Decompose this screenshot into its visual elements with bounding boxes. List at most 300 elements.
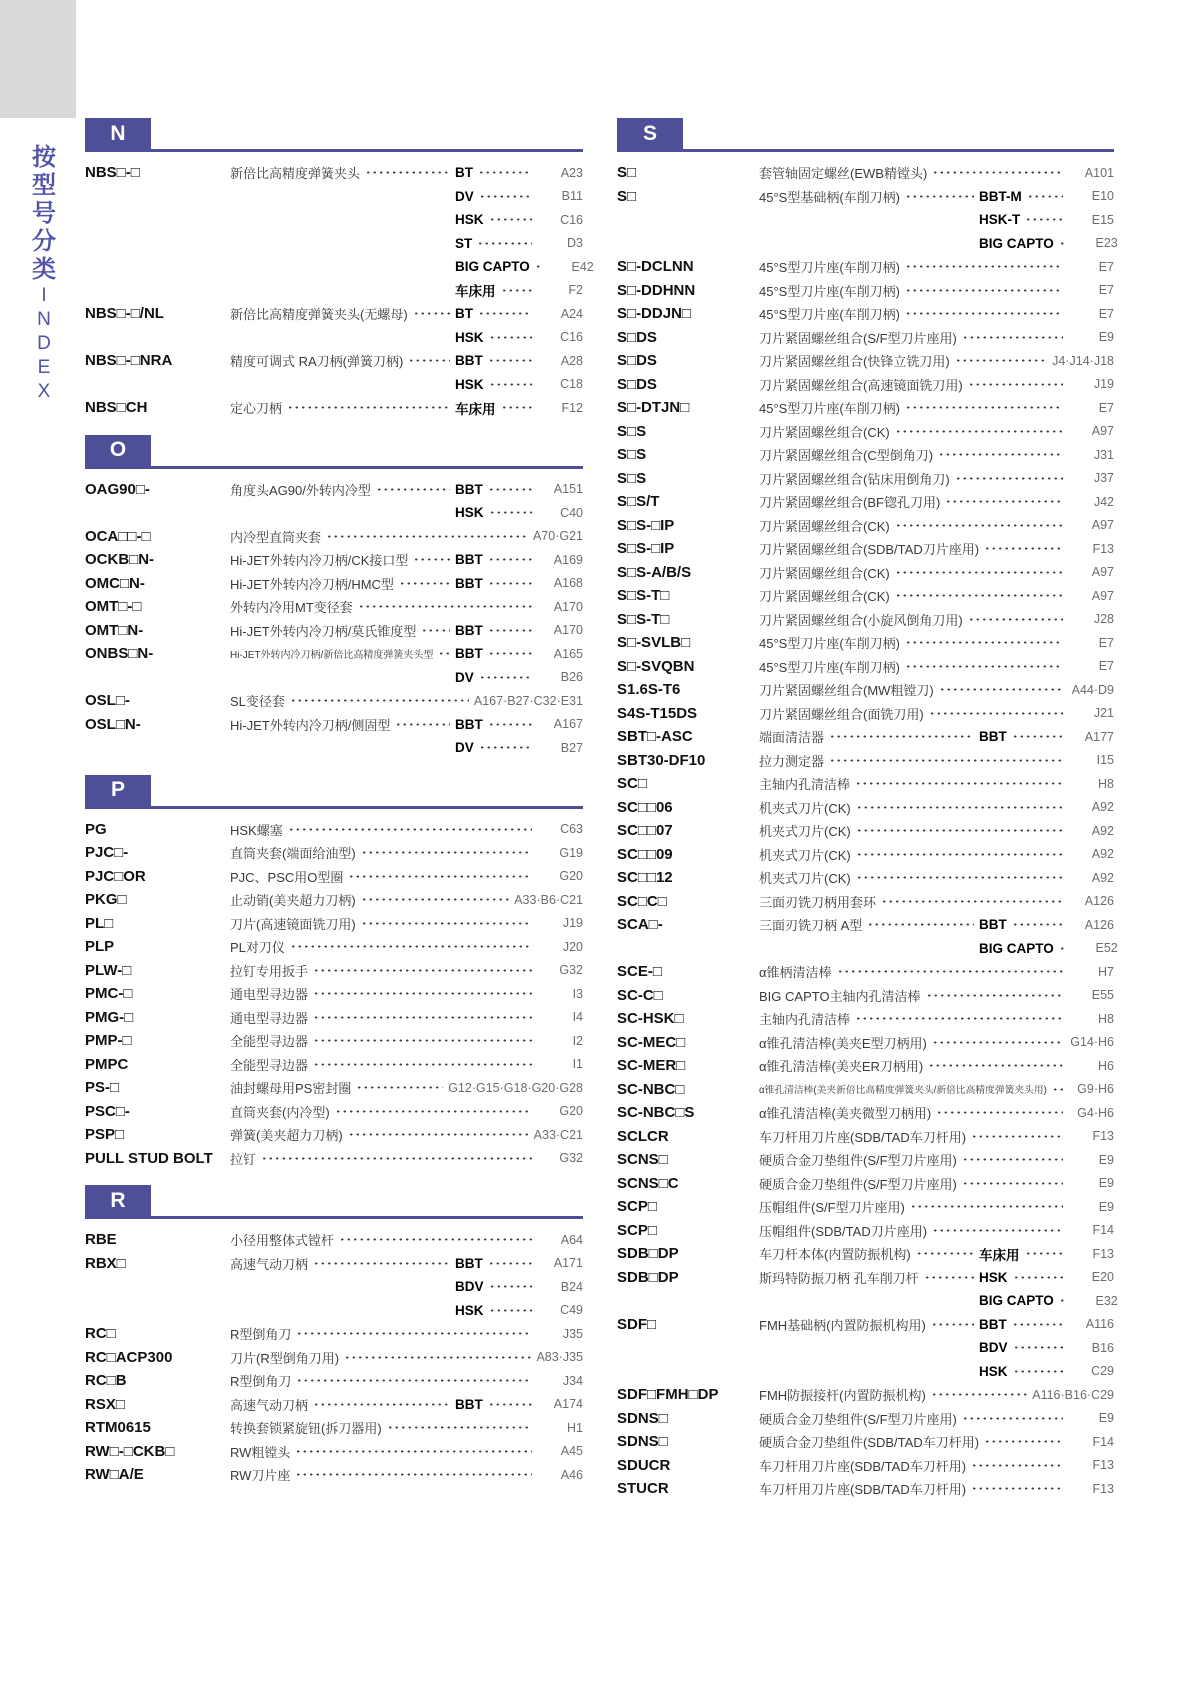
page-reference: A28 (560, 353, 583, 368)
dot-leader (348, 1133, 529, 1136)
dot-leader (488, 652, 532, 655)
shank-type-label: BT (455, 306, 473, 322)
entry-code: S□S-T□ (617, 587, 670, 605)
section-O (85, 435, 583, 760)
entry-code: PJC□OR (85, 867, 146, 885)
page-reference: A171 (553, 1256, 583, 1271)
dot-leader (501, 406, 533, 409)
entry-code: SC-HSK□ (617, 1010, 684, 1028)
dot-leader (1059, 242, 1067, 245)
page-reference: E55 (1091, 988, 1114, 1003)
shank-type-label: 车床用 (455, 284, 496, 300)
desc-area (230, 1371, 537, 1390)
index-row (85, 1393, 583, 1417)
shank-type-label: BBT (455, 552, 483, 568)
index-row (617, 208, 1114, 232)
dot-leader (984, 547, 1063, 550)
index-row (85, 302, 583, 326)
desc-area (230, 1031, 537, 1050)
index-row (85, 161, 583, 185)
shank-type-label: BBT (979, 729, 1007, 745)
index-row (617, 1430, 1114, 1454)
desc-area (759, 1197, 1068, 1216)
page-reference: G4·H6 (1077, 1105, 1114, 1120)
entry-description: 刀片紧固螺丝组合(CK) (759, 565, 890, 581)
dot-leader (361, 922, 532, 925)
entry-description: Hi-JET外转内冷刀柄/新倍比高精度弹簧夹头型 (230, 650, 434, 662)
entry-code: PMPC (85, 1055, 129, 1073)
shank-type-label: HSK-T (979, 212, 1021, 228)
desc-area (230, 646, 455, 661)
page-reference: H1 (567, 1420, 583, 1435)
dot-leader (955, 359, 1047, 362)
index-row (617, 490, 1114, 514)
entry-description: FMH防振接杆(内置防振机构) (759, 1388, 926, 1404)
entry-description: PL对刀仪 (230, 940, 285, 956)
index-row (85, 208, 583, 232)
dot-leader (1052, 1088, 1063, 1091)
page-reference: B26 (560, 670, 583, 685)
index-row (617, 396, 1114, 420)
dot-leader (829, 735, 974, 738)
dot-leader (399, 582, 450, 585)
entry-code: PLP (85, 938, 115, 956)
desc-area (230, 351, 455, 370)
entry-code: SCA□- (617, 916, 663, 934)
desc-area (759, 1127, 1068, 1146)
desc-area (230, 1149, 537, 1168)
entry-description: 直筒夹套(端面给油型) (230, 846, 356, 862)
entry-code: SBT30-DF10 (617, 751, 706, 769)
entry-description: 45°S型刀片座(车削刀柄) (759, 659, 900, 675)
dot-leader (261, 1157, 532, 1160)
page-reference: J20 (562, 939, 583, 954)
page-reference: I2 (572, 1033, 583, 1048)
shank-type-label: BBT (979, 917, 1007, 933)
index-row (85, 1053, 583, 1077)
page-reference: G12·G15·G18·G20·G28 (448, 1080, 583, 1095)
dot-leader (855, 1017, 1063, 1020)
page-reference: A92 (1091, 847, 1114, 862)
index-row (85, 1006, 583, 1030)
desc-area (759, 986, 1068, 1005)
entry-code: PS-□ (85, 1079, 120, 1097)
desc-area (230, 867, 537, 886)
desc-area (230, 574, 455, 593)
entry-code: S□-DTJN□ (617, 399, 690, 417)
dot-leader (924, 1276, 974, 1279)
page-reference: E7 (1098, 283, 1114, 298)
index-cjk-char: 型 (32, 172, 56, 199)
index-cjk-char: 号 (32, 200, 56, 227)
page-reference: J31 (1093, 447, 1114, 462)
index-row (85, 982, 583, 1006)
entry-description: 止动销(美夹超力刀柄) (230, 893, 356, 909)
desc-area (230, 843, 537, 862)
index-letter: X (37, 381, 51, 402)
dot-leader (295, 1473, 532, 1476)
desc-area (759, 281, 1068, 300)
section-letter-badge: N (85, 118, 151, 149)
entry-description: Hi-JET外转内冷刀柄/HMC型 (230, 576, 394, 592)
index-row (617, 890, 1114, 914)
dot-leader (962, 1182, 1063, 1185)
desc-area (230, 1055, 537, 1074)
shank-type-label: BBT-M (979, 188, 1022, 204)
dot-leader (829, 759, 1063, 762)
page-reference: C16 (560, 212, 583, 227)
page-reference: E42 (571, 259, 594, 274)
entry-description: 刀片紧固螺丝组合(面铣刀用) (759, 706, 924, 722)
desc-area (759, 1479, 1068, 1498)
index-row (617, 584, 1114, 608)
dot-leader (1012, 735, 1063, 738)
entry-code: OMT□N- (85, 621, 144, 639)
desc-area (230, 914, 537, 933)
entry-description: 全能型寻边器 (230, 1034, 309, 1050)
dot-leader (932, 171, 1063, 174)
desc-area (759, 304, 1068, 323)
desc-area (230, 480, 455, 499)
entry-code: SDF□ (617, 1315, 657, 1333)
entry-description: Hi-JET外转内冷刀柄/侧固型 (230, 717, 391, 733)
entry-code: S□S (617, 469, 647, 487)
entry-code: SC-NBC□S (617, 1104, 695, 1122)
entry-code: RSX□ (85, 1395, 125, 1413)
entry-description: 定心刀柄 (230, 401, 283, 417)
dot-leader (905, 312, 1063, 315)
page-reference: J42 (1093, 494, 1114, 509)
desc-area (759, 727, 979, 746)
entry-code: ONBS□N- (85, 645, 154, 663)
dot-leader (376, 488, 450, 491)
page-reference: J34 (562, 1373, 583, 1388)
dot-leader (361, 898, 510, 901)
dot-leader (501, 289, 533, 292)
dot-leader (478, 171, 532, 174)
dot-leader (488, 488, 532, 491)
dot-leader (936, 1111, 1063, 1114)
entry-description: 高速气动刀柄 (230, 1397, 309, 1413)
entry-description: 机夹式刀片(CK) (759, 800, 851, 816)
desc-area (759, 1174, 1068, 1193)
desc-area (759, 1456, 1068, 1475)
desc-area (230, 1078, 448, 1097)
page-reference: J35 (562, 1326, 583, 1341)
shank-type-label: BT (455, 165, 473, 181)
entry-code: SDF□FMH□DP (617, 1386, 719, 1404)
dot-leader (968, 618, 1063, 621)
entry-description: 刀片紧固螺丝组合(CK) (759, 589, 890, 605)
index-row (617, 843, 1114, 867)
desc-area (230, 304, 455, 323)
dot-leader (931, 1323, 974, 1326)
dot-leader (489, 336, 532, 339)
page-reference: A64 (560, 1232, 583, 1247)
page-reference: A83·J35 (536, 1350, 583, 1365)
shank-type-label: DV (455, 669, 474, 685)
entry-description: PJC、PSC用O型圈 (230, 869, 344, 885)
index-row (617, 1383, 1114, 1407)
index-row (617, 1078, 1114, 1102)
desc-area (759, 845, 1068, 864)
entry-description: 内冷型直筒夹套 (230, 529, 322, 545)
dot-leader (1059, 1299, 1067, 1302)
index-row (85, 1416, 583, 1440)
dot-leader (313, 1403, 450, 1406)
page-reference: J21 (1093, 706, 1114, 721)
dot-leader (287, 406, 450, 409)
entry-description: 三面刃铣刀柄 A型 (759, 918, 863, 934)
index-cjk-char: 分 (32, 228, 56, 255)
page-reference: F14 (1092, 1434, 1114, 1449)
entry-description: α锥孔清洁棒(美夹E型刀柄用) (759, 1035, 927, 1051)
index-row (617, 161, 1114, 185)
page-reference: G14·H6 (1070, 1035, 1114, 1050)
entry-code: S□S (617, 446, 647, 464)
desc-area (230, 1102, 537, 1121)
dot-leader (313, 1039, 532, 1042)
dot-leader (348, 875, 532, 878)
entry-description: 套管轴固定螺丝(EWB精镗头) (759, 166, 928, 182)
entry-description: 三面刃铣刀柄用套环 (759, 894, 877, 910)
page-reference: A44·D9 (1071, 682, 1114, 697)
index-row (85, 959, 583, 983)
page-reference: A167 (553, 717, 583, 732)
desc-area (230, 1254, 455, 1273)
desc-area (230, 398, 455, 417)
shank-type-label: BBT (455, 646, 483, 662)
entry-code: PLW-□ (85, 961, 132, 979)
index-row (617, 749, 1114, 773)
section-header (617, 118, 1114, 152)
index-row (85, 478, 583, 502)
dot-leader (968, 383, 1063, 386)
entry-description: α锥孔清洁棒(美夹新倍比高精度弹簧夹头/新倍比高精度弹簧夹头用) (759, 1085, 1047, 1097)
page-reference: A33·B6·C21 (514, 892, 583, 907)
entry-description: 刀片紧固螺丝组合(高速镜面铣刀用) (759, 377, 963, 393)
page-reference: I1 (572, 1057, 583, 1072)
entry-code: OSL□N- (85, 715, 141, 733)
index-row (85, 1123, 583, 1147)
desc-area (759, 445, 1068, 464)
dot-leader (926, 994, 1063, 997)
dot-leader (905, 265, 1063, 268)
desc-area (230, 1418, 537, 1437)
desc-area (759, 1315, 979, 1334)
index-row (617, 420, 1114, 444)
page-reference: I4 (572, 1010, 583, 1025)
entry-code: SCNS□ (617, 1151, 668, 1169)
dot-leader (489, 1285, 532, 1288)
page-reference: A97 (1091, 518, 1114, 533)
entry-description: 油封螺母用PS密封圈 (230, 1081, 352, 1097)
index-row (617, 1219, 1114, 1243)
desc-area (759, 586, 1068, 605)
entry-description: R型倒角刀 (230, 1374, 292, 1390)
entry-code: NBS□CH (85, 399, 148, 417)
page-reference: B11 (561, 189, 583, 204)
section-header (85, 775, 583, 809)
index-row (85, 1228, 583, 1252)
shank-type-label: BBT (455, 481, 483, 497)
entry-code: SCLCR (617, 1127, 669, 1145)
desc-area (759, 1409, 1068, 1428)
entry-description: BIG CAPTO主轴内孔清洁棒 (759, 988, 921, 1004)
page-reference: E9 (1098, 1152, 1114, 1167)
desc-area (759, 1103, 1068, 1122)
page-reference: E7 (1098, 659, 1114, 674)
index-row (85, 326, 583, 350)
dot-leader (288, 828, 532, 831)
dot-leader (387, 1426, 532, 1429)
page-reference: A92 (1091, 800, 1114, 815)
dot-leader (955, 477, 1063, 480)
index-row (617, 1360, 1114, 1384)
dot-leader (1013, 1370, 1063, 1373)
desc-area (759, 915, 979, 934)
desc-area (230, 820, 537, 839)
dot-leader (984, 1440, 1063, 1443)
entry-description: Hi-JET外转内冷刀柄/莫氏锥度型 (230, 623, 417, 639)
index-row (617, 561, 1114, 585)
entry-code: S□ (617, 187, 637, 205)
dot-leader (296, 1332, 532, 1335)
index-row (617, 279, 1114, 303)
desc-area (759, 1009, 1068, 1028)
index-row (617, 185, 1114, 209)
dot-leader (916, 1252, 974, 1255)
entry-description: 机夹式刀片(CK) (759, 847, 851, 863)
dot-leader (488, 1262, 532, 1265)
desc-area (759, 492, 1068, 511)
index-column-right (617, 118, 1118, 1501)
entry-code: NBS□-□NRA (85, 352, 173, 370)
dot-leader (1025, 218, 1063, 221)
entry-description: 主轴内孔清洁棒 (759, 777, 851, 793)
dot-leader (477, 242, 532, 245)
page-reference: C16 (560, 330, 583, 345)
dot-leader (905, 665, 1063, 668)
index-row (617, 702, 1114, 726)
page-reference: A116 (1085, 1317, 1114, 1332)
dot-leader (971, 1464, 1063, 1467)
desc-area (230, 937, 537, 956)
index-row (617, 1172, 1114, 1196)
desc-area (759, 187, 979, 206)
index-row (85, 841, 583, 865)
index-letter: E (37, 357, 51, 378)
entry-description: 硬质合金刀垫组件(SDB/TAD车刀杆用) (759, 1435, 980, 1451)
entry-code: SC-MEC□ (617, 1033, 686, 1051)
index-row (85, 501, 583, 525)
entry-description: 45°S型基础柄(车削刀柄) (759, 189, 900, 205)
dot-leader (365, 171, 450, 174)
dot-leader (478, 312, 532, 315)
entry-code: SC□ (617, 775, 647, 793)
index-row (85, 595, 583, 619)
desc-area (759, 633, 1068, 652)
entry-code: S□S-□IP (617, 516, 675, 534)
entry-code: SBT□-ASC (617, 728, 693, 746)
page-reference: F13 (1092, 1458, 1114, 1473)
page-reference: C18 (560, 377, 583, 392)
index-row (85, 349, 583, 373)
entry-description: 硬质合金刀垫组件(S/F型刀片座用) (759, 1411, 957, 1427)
page-reference: G32 (559, 963, 583, 978)
desc-area (759, 1056, 1068, 1075)
section-P (85, 775, 583, 1171)
index-row (617, 373, 1114, 397)
desc-area (230, 890, 514, 909)
entry-description: 硬质合金刀垫组件(S/F型刀片座用) (759, 1176, 957, 1192)
shank-type-label: HSK (455, 212, 484, 228)
dot-leader (867, 923, 974, 926)
entry-description: 直筒夹套(内冷型) (230, 1104, 330, 1120)
page-reference: A70·G21 (532, 529, 583, 544)
index-row (85, 642, 583, 666)
index-row (85, 1299, 583, 1323)
index-row (85, 525, 583, 549)
page-reference: A46 (560, 1467, 583, 1482)
entry-description: 刀片紧固螺丝组合(S/F型刀片座用) (759, 330, 957, 346)
page-reference: H7 (1098, 964, 1114, 979)
dot-leader (290, 699, 469, 702)
entry-description: SL变径套 (230, 694, 285, 710)
page-reference: A167·B27·C32·E31 (473, 693, 583, 708)
entry-code: PJC□- (85, 844, 129, 862)
entry-code: RW□-□CKB□ (85, 1442, 175, 1460)
entry-description: 车刀杆用刀片座(SDB/TAD车刀杆用) (759, 1482, 967, 1498)
index-row (617, 772, 1114, 796)
dot-leader (931, 1393, 1027, 1396)
desc-area (759, 1150, 1068, 1169)
shank-type-label: DV (455, 188, 474, 204)
section-letter-badge: R (85, 1185, 151, 1216)
desc-area (230, 1348, 536, 1367)
desc-area (759, 1082, 1068, 1096)
dot-leader (895, 524, 1063, 527)
shank-type-label: 车床用 (455, 401, 496, 417)
entry-code: S□-DDHNN (617, 281, 696, 299)
desc-area (230, 1395, 455, 1414)
index-row (85, 185, 583, 209)
entry-code: OSL□- (85, 692, 130, 710)
dot-leader (313, 969, 532, 972)
entry-description: 机夹式刀片(CK) (759, 824, 851, 840)
index-row (617, 655, 1114, 679)
desc-area (230, 1125, 534, 1144)
dot-leader (413, 558, 450, 561)
index-letter: N (37, 309, 51, 330)
dot-leader (895, 430, 1063, 433)
entry-description: 高速气动刀柄 (230, 1256, 309, 1272)
index-row (617, 819, 1114, 843)
shank-type-label: DV (455, 740, 474, 756)
desc-area (230, 621, 455, 640)
dot-leader (438, 652, 450, 655)
entry-code: SC□□07 (617, 822, 673, 840)
entry-code: SC-NBC□ (617, 1080, 685, 1098)
desc-area (759, 680, 1068, 699)
index-row (85, 1100, 583, 1124)
index-row (617, 1054, 1114, 1078)
dot-leader (856, 829, 1063, 832)
dot-leader (313, 1063, 532, 1066)
section-header (85, 1185, 583, 1219)
index-row (617, 514, 1114, 538)
dot-leader (971, 1135, 1063, 1138)
